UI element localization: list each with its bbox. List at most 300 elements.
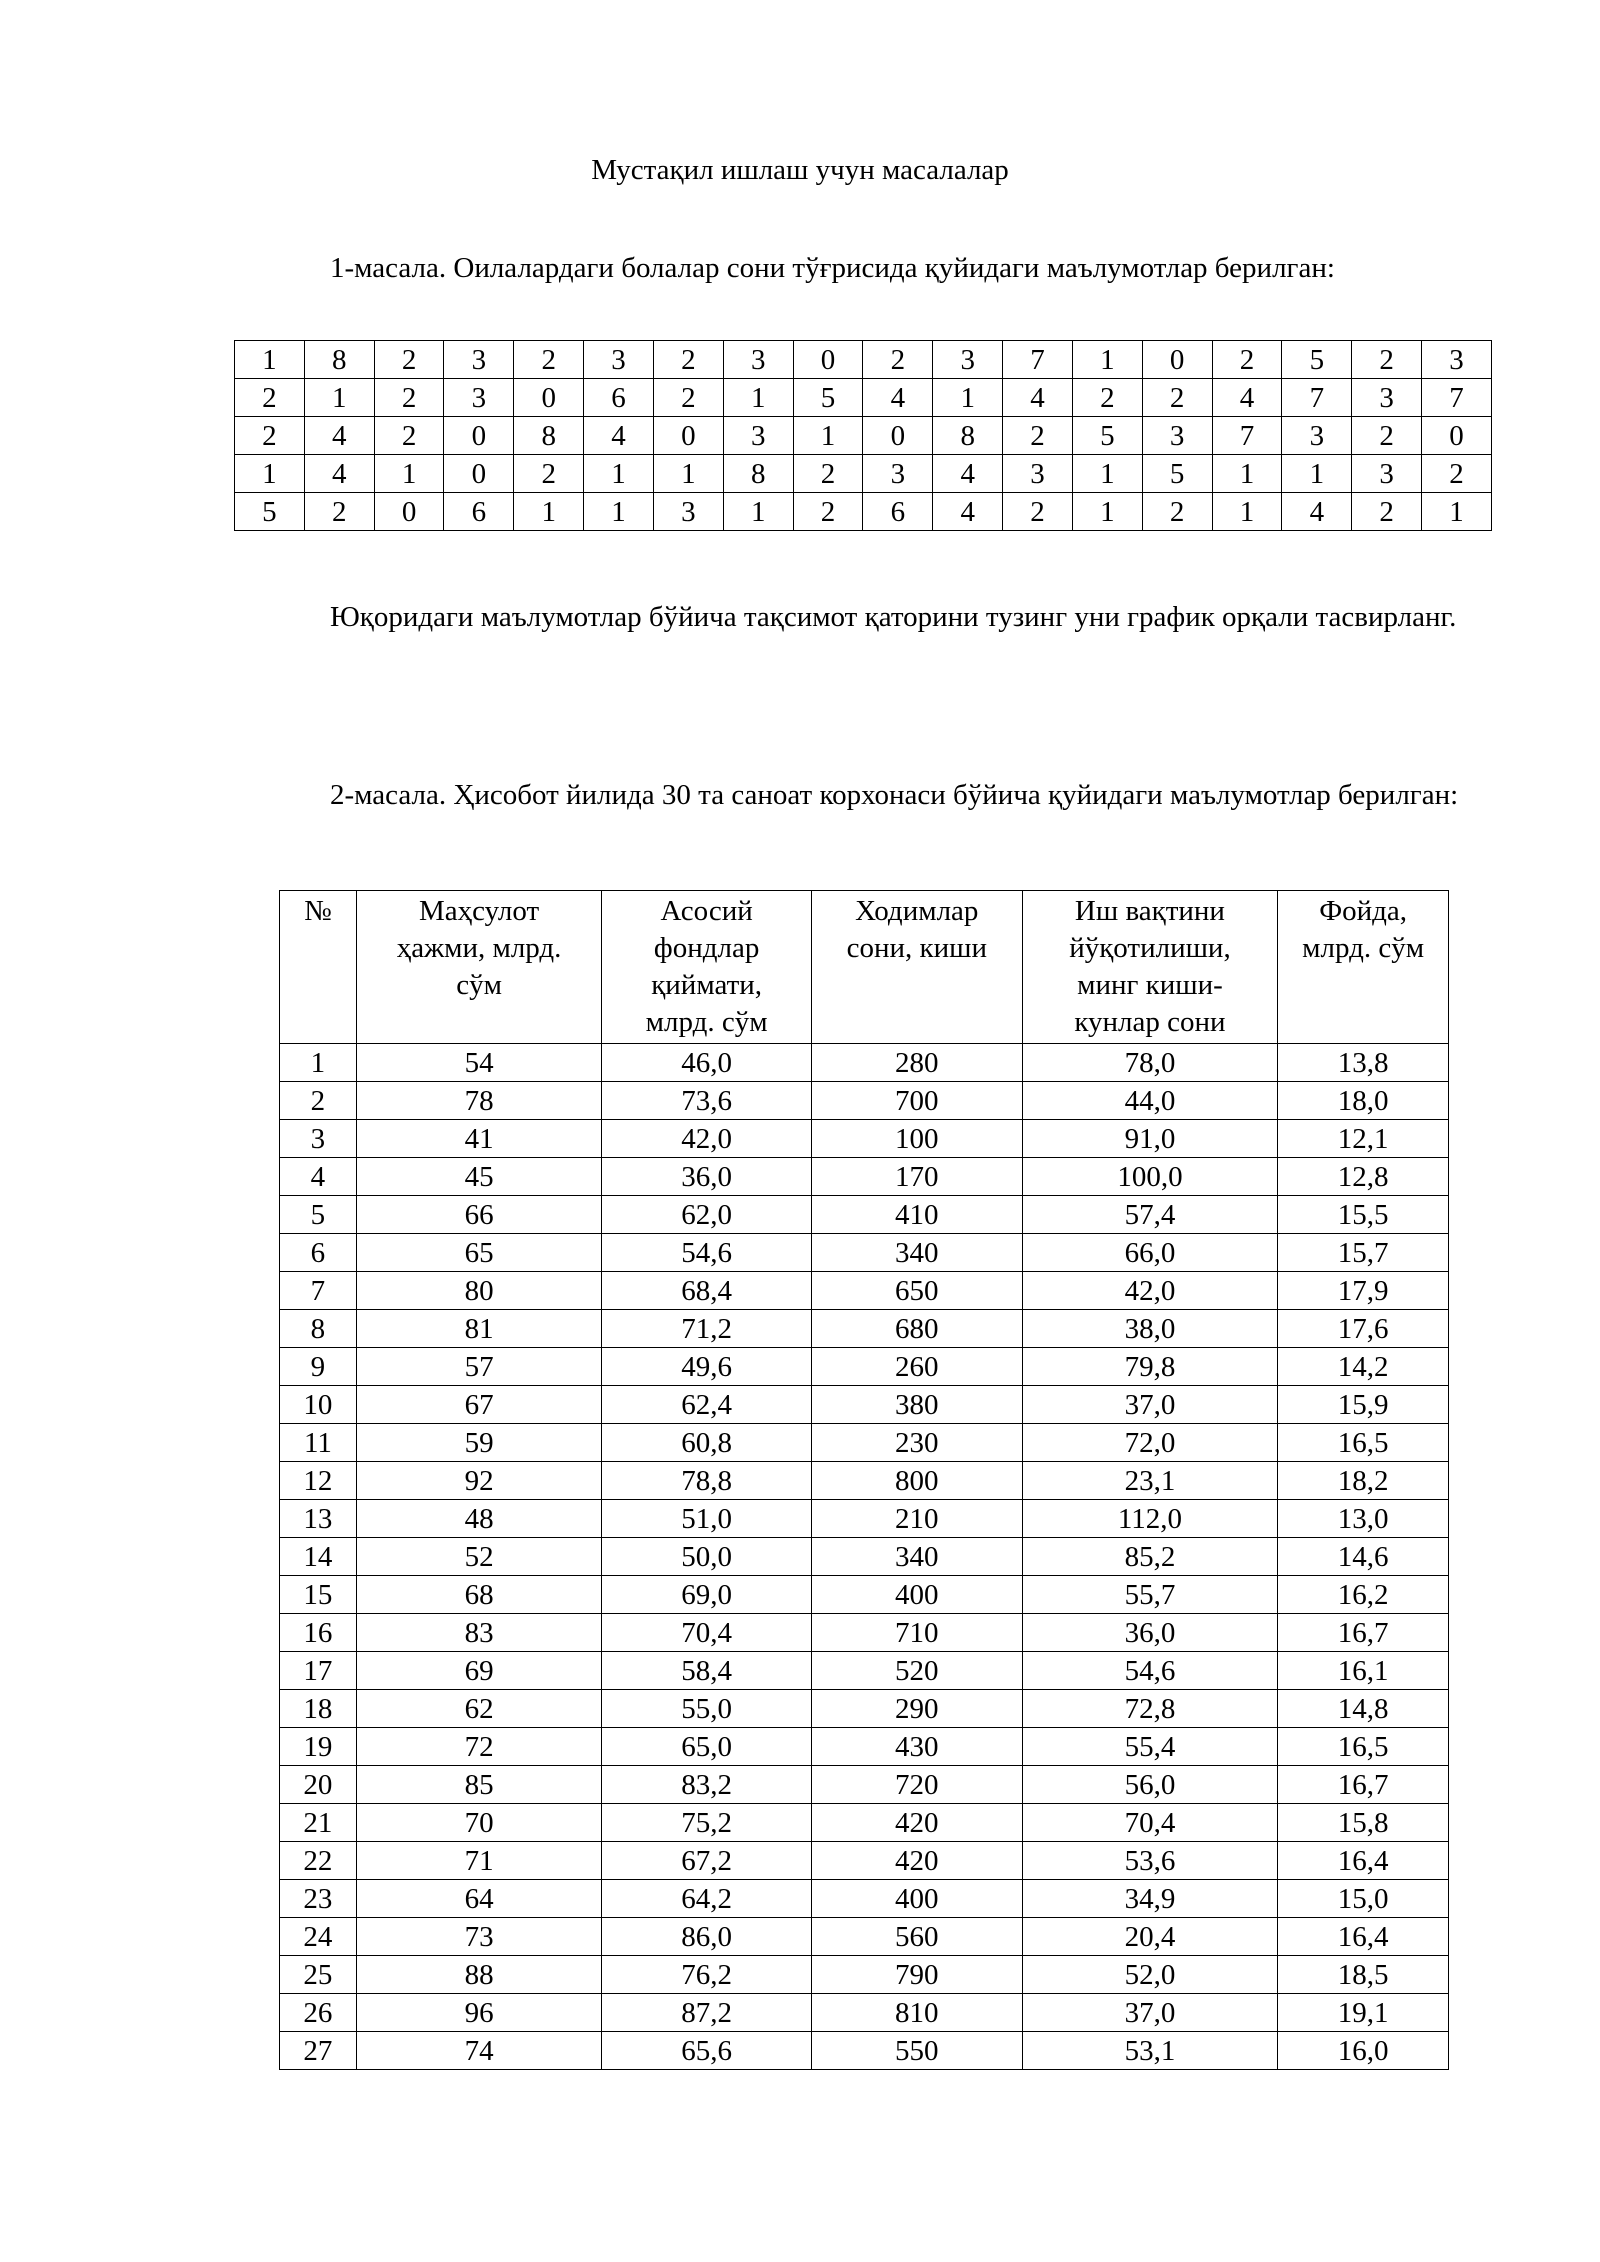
table-cell: 48 xyxy=(356,1500,602,1538)
table-cell: 62,0 xyxy=(602,1196,812,1234)
table-row xyxy=(280,1196,1449,1234)
table-cell: 4 xyxy=(280,1158,357,1196)
table-cell: 3 xyxy=(584,341,654,379)
table-cell: 38,0 xyxy=(1022,1310,1278,1348)
table-cell: 23,1 xyxy=(1022,1462,1278,1500)
table-cell: 23 xyxy=(280,1880,357,1918)
table-cell: 70 xyxy=(356,1804,602,1842)
table-cell: 400 xyxy=(811,1576,1022,1614)
table-cell: 78,8 xyxy=(602,1462,812,1500)
table-cell: 26 xyxy=(280,1994,357,2032)
table-cell: 280 xyxy=(811,1044,1022,1082)
table-cell: 1 xyxy=(793,417,863,455)
table-cell: 420 xyxy=(811,1842,1022,1880)
table-row xyxy=(280,1044,1449,1082)
table-cell: 112,0 xyxy=(1022,1500,1278,1538)
table-cell: 71 xyxy=(356,1842,602,1880)
table-cell: 430 xyxy=(811,1728,1022,1766)
table-cell: 16 xyxy=(280,1614,357,1652)
table-cell: 3 xyxy=(280,1120,357,1158)
table-row xyxy=(280,1804,1449,1842)
table-cell: 46,0 xyxy=(602,1044,812,1082)
table-cell: 18,5 xyxy=(1278,1956,1449,1994)
table-row xyxy=(235,341,1492,379)
table-cell: 2 xyxy=(653,341,723,379)
table-cell: 34,9 xyxy=(1022,1880,1278,1918)
table-cell: 1 xyxy=(235,455,305,493)
table-cell: 87,2 xyxy=(602,1994,812,2032)
table-cell: 64,2 xyxy=(602,1880,812,1918)
table-cell: 54,6 xyxy=(1022,1652,1278,1690)
table-row xyxy=(280,1652,1449,1690)
table-cell: 2 xyxy=(304,493,374,531)
table-cell: 2 xyxy=(1072,379,1142,417)
table-row xyxy=(235,493,1492,531)
table-cell: 70,4 xyxy=(602,1614,812,1652)
table-cell: 22 xyxy=(280,1842,357,1880)
column-header-line: қиймати, xyxy=(651,969,763,1001)
table-cell: 83 xyxy=(356,1614,602,1652)
table-row xyxy=(280,1462,1449,1500)
table-cell: 2 xyxy=(374,379,444,417)
table-cell: 15,0 xyxy=(1278,1880,1449,1918)
column-header xyxy=(356,891,602,1044)
table-cell: 2 xyxy=(1352,493,1422,531)
table-row xyxy=(280,1880,1449,1918)
table-row xyxy=(280,1120,1449,1158)
table-cell: 42,0 xyxy=(1022,1272,1278,1310)
table-cell: 52,0 xyxy=(1022,1956,1278,1994)
column-header-line: сони, киши xyxy=(846,932,987,964)
table-cell: 2 xyxy=(1212,341,1282,379)
table-row xyxy=(280,1082,1449,1120)
table-cell: 1 xyxy=(304,379,374,417)
column-header-line: млрд. сўм xyxy=(1302,932,1425,964)
table-cell: 0 xyxy=(653,417,723,455)
table-cell: 14,8 xyxy=(1278,1690,1449,1728)
table-cell: 53,6 xyxy=(1022,1842,1278,1880)
table-cell: 0 xyxy=(1142,341,1212,379)
table-cell: 230 xyxy=(811,1424,1022,1462)
table-cell: 2 xyxy=(235,417,305,455)
table-row xyxy=(280,1500,1449,1538)
table-cell: 720 xyxy=(811,1766,1022,1804)
table-cell: 520 xyxy=(811,1652,1022,1690)
table-cell: 72 xyxy=(356,1728,602,1766)
table-cell: 5 xyxy=(235,493,305,531)
table-cell: 2 xyxy=(374,417,444,455)
table-row xyxy=(280,1348,1449,1386)
column-header-line: млрд. сўм xyxy=(645,1006,768,1038)
table-cell: 59 xyxy=(356,1424,602,1462)
column-header-line: № xyxy=(304,895,332,927)
column-header xyxy=(1278,891,1449,1044)
table-cell: 1 xyxy=(1212,455,1282,493)
table-cell: 10 xyxy=(280,1386,357,1424)
table-row xyxy=(235,417,1492,455)
table-cell: 1 xyxy=(584,455,654,493)
table-cell: 2 xyxy=(514,341,584,379)
table-cell: 3 xyxy=(1422,341,1492,379)
table-cell: 53,1 xyxy=(1022,2032,1278,2070)
table-cell: 650 xyxy=(811,1272,1022,1310)
table-row xyxy=(280,1690,1449,1728)
table-cell: 3 xyxy=(1352,379,1422,417)
table-cell: 1 xyxy=(280,1044,357,1082)
table-cell: 1 xyxy=(1212,493,1282,531)
table-cell: 42,0 xyxy=(602,1120,812,1158)
table-cell: 2 xyxy=(1003,417,1073,455)
table-cell: 16,7 xyxy=(1278,1614,1449,1652)
table-row xyxy=(280,1310,1449,1348)
table-cell: 86,0 xyxy=(602,1918,812,1956)
table-cell: 340 xyxy=(811,1234,1022,1272)
table-cell: 6 xyxy=(863,493,933,531)
table-cell: 41 xyxy=(356,1120,602,1158)
table-cell: 3 xyxy=(1352,455,1422,493)
table-cell: 85 xyxy=(356,1766,602,1804)
table-cell: 11 xyxy=(280,1424,357,1462)
task-1-question: Юқоридаги маълумотлар бўйича тақсимот қаторини тузинг уни график орқали тасвирланг. xyxy=(330,601,1457,633)
table-cell: 88 xyxy=(356,1956,602,1994)
enterprises-table xyxy=(279,890,1449,2070)
table-cell: 2 xyxy=(863,341,933,379)
table-cell: 4 xyxy=(1212,379,1282,417)
table-row xyxy=(280,1918,1449,1956)
table-cell: 2 xyxy=(1003,493,1073,531)
table-cell: 8 xyxy=(933,417,1003,455)
table-cell: 3 xyxy=(723,341,793,379)
table-cell: 5 xyxy=(1282,341,1352,379)
table-cell: 420 xyxy=(811,1804,1022,1842)
table-cell: 6 xyxy=(444,493,514,531)
table-cell: 36,0 xyxy=(1022,1614,1278,1652)
table-header-row xyxy=(280,891,1449,1044)
table-cell: 20,4 xyxy=(1022,1918,1278,1956)
table-cell: 2 xyxy=(1352,341,1422,379)
table-cell: 7 xyxy=(1003,341,1073,379)
table-cell: 2 xyxy=(374,341,444,379)
table-cell: 2 xyxy=(793,455,863,493)
table-cell: 21 xyxy=(280,1804,357,1842)
table-cell: 16,5 xyxy=(1278,1424,1449,1462)
column-header-line: сўм xyxy=(456,969,502,1001)
table-cell: 1 xyxy=(1282,455,1352,493)
table-cell: 16,4 xyxy=(1278,1842,1449,1880)
table-cell: 72,0 xyxy=(1022,1424,1278,1462)
table-cell: 15,7 xyxy=(1278,1234,1449,1272)
table-cell: 0 xyxy=(1422,417,1492,455)
table-cell: 7 xyxy=(1282,379,1352,417)
table-cell: 0 xyxy=(374,493,444,531)
table-cell: 12,1 xyxy=(1278,1120,1449,1158)
column-header xyxy=(280,891,357,1044)
table-cell: 36,0 xyxy=(602,1158,812,1196)
table-cell: 410 xyxy=(811,1196,1022,1234)
table-cell: 16,5 xyxy=(1278,1728,1449,1766)
table-cell: 14,6 xyxy=(1278,1538,1449,1576)
table-cell: 4 xyxy=(863,379,933,417)
table-cell: 4 xyxy=(1282,493,1352,531)
table-cell: 810 xyxy=(811,1994,1022,2032)
table-cell: 2 xyxy=(1142,493,1212,531)
table-cell: 17,9 xyxy=(1278,1272,1449,1310)
table-cell: 44,0 xyxy=(1022,1082,1278,1120)
table-cell: 80 xyxy=(356,1272,602,1310)
table-cell: 19,1 xyxy=(1278,1994,1449,2032)
table-cell: 55,0 xyxy=(602,1690,812,1728)
column-header-line: фондлар xyxy=(653,932,760,964)
table-cell: 100 xyxy=(811,1120,1022,1158)
table-cell: 49,6 xyxy=(602,1348,812,1386)
table-cell: 340 xyxy=(811,1538,1022,1576)
table-cell: 4 xyxy=(933,455,1003,493)
table-cell: 17 xyxy=(280,1652,357,1690)
table-cell: 6 xyxy=(280,1234,357,1272)
table-cell: 5 xyxy=(793,379,863,417)
table-cell: 67,2 xyxy=(602,1842,812,1880)
table-row xyxy=(280,1994,1449,2032)
column-header-line: Фойда, xyxy=(1319,895,1408,927)
table-row xyxy=(280,1386,1449,1424)
table-cell: 1 xyxy=(1422,493,1492,531)
table-cell: 56,0 xyxy=(1022,1766,1278,1804)
table-cell: 79,8 xyxy=(1022,1348,1278,1386)
table-cell: 16,1 xyxy=(1278,1652,1449,1690)
task-2-statement: 2-масала. Ҳисобот йилида 30 та саноат корхонаси бўйича қуйидаги маълумотлар берилган: xyxy=(330,779,1459,811)
table-cell: 57,4 xyxy=(1022,1196,1278,1234)
column-header-line: кунлар сони xyxy=(1074,1006,1226,1038)
table-cell: 1 xyxy=(933,379,1003,417)
table-cell: 54 xyxy=(356,1044,602,1082)
table-cell: 1 xyxy=(374,455,444,493)
page-title: Мустақил ишлаш учун масалалар xyxy=(591,154,1009,186)
table-cell: 37,0 xyxy=(1022,1386,1278,1424)
table-row xyxy=(280,1614,1449,1652)
table-cell: 1 xyxy=(653,455,723,493)
table-cell: 57 xyxy=(356,1348,602,1386)
table-row xyxy=(280,2032,1449,2070)
table-cell: 170 xyxy=(811,1158,1022,1196)
table-cell: 400 xyxy=(811,1880,1022,1918)
table-cell: 66 xyxy=(356,1196,602,1234)
table-cell: 13,0 xyxy=(1278,1500,1449,1538)
table-cell: 14 xyxy=(280,1538,357,1576)
table-cell: 14,2 xyxy=(1278,1348,1449,1386)
table-cell: 1 xyxy=(514,493,584,531)
column-header-line: йўқотилиши, xyxy=(1069,932,1231,964)
column-header-line: Ходимлар xyxy=(855,895,979,927)
table-cell: 800 xyxy=(811,1462,1022,1500)
table-cell: 69 xyxy=(356,1652,602,1690)
table-cell: 19 xyxy=(280,1728,357,1766)
table-cell: 290 xyxy=(811,1690,1022,1728)
table-row xyxy=(235,455,1492,493)
table-cell: 13,8 xyxy=(1278,1044,1449,1082)
table-cell: 62,4 xyxy=(602,1386,812,1424)
table-cell: 12 xyxy=(280,1462,357,1500)
table-cell: 7 xyxy=(1212,417,1282,455)
table-cell: 67 xyxy=(356,1386,602,1424)
table-cell: 65 xyxy=(356,1234,602,1272)
table-cell: 3 xyxy=(444,341,514,379)
table-cell: 73 xyxy=(356,1918,602,1956)
table-cell: 790 xyxy=(811,1956,1022,1994)
table-row xyxy=(280,1766,1449,1804)
table-row xyxy=(280,1272,1449,1310)
table-cell: 18 xyxy=(280,1690,357,1728)
table-cell: 55,4 xyxy=(1022,1728,1278,1766)
table-cell: 91,0 xyxy=(1022,1120,1278,1158)
table-cell: 3 xyxy=(444,379,514,417)
table-row xyxy=(280,1424,1449,1462)
table-cell: 2 xyxy=(793,493,863,531)
table-cell: 3 xyxy=(1282,417,1352,455)
table-cell: 15 xyxy=(280,1576,357,1614)
table-cell: 5 xyxy=(280,1196,357,1234)
table-cell: 7 xyxy=(280,1272,357,1310)
column-header-line: минг киши- xyxy=(1077,969,1223,1001)
table-cell: 5 xyxy=(1142,455,1212,493)
table-cell: 100,0 xyxy=(1022,1158,1278,1196)
table-cell: 76,2 xyxy=(602,1956,812,1994)
table-cell: 62 xyxy=(356,1690,602,1728)
table-row xyxy=(280,1158,1449,1196)
table-cell: 78 xyxy=(356,1082,602,1120)
table-cell: 4 xyxy=(1003,379,1073,417)
table-row xyxy=(280,1728,1449,1766)
table-row xyxy=(280,1842,1449,1880)
table-row xyxy=(235,379,1492,417)
column-header xyxy=(1022,891,1278,1044)
table-cell: 4 xyxy=(304,417,374,455)
table-cell: 58,4 xyxy=(602,1652,812,1690)
table-row xyxy=(280,1538,1449,1576)
table-cell: 27 xyxy=(280,2032,357,2070)
children-count-table xyxy=(234,340,1492,531)
table-cell: 9 xyxy=(280,1348,357,1386)
table-cell: 2 xyxy=(653,379,723,417)
table-cell: 8 xyxy=(514,417,584,455)
table-cell: 0 xyxy=(863,417,933,455)
table-cell: 2 xyxy=(1422,455,1492,493)
table-cell: 15,9 xyxy=(1278,1386,1449,1424)
table-cell: 1 xyxy=(1072,455,1142,493)
table-cell: 210 xyxy=(811,1500,1022,1538)
table-cell: 16,2 xyxy=(1278,1576,1449,1614)
table-cell: 83,2 xyxy=(602,1766,812,1804)
table-cell: 64 xyxy=(356,1880,602,1918)
table-cell: 710 xyxy=(811,1614,1022,1652)
table-cell: 75,2 xyxy=(602,1804,812,1842)
table-cell: 0 xyxy=(444,417,514,455)
table-cell: 560 xyxy=(811,1918,1022,1956)
table-cell: 8 xyxy=(280,1310,357,1348)
table-cell: 16,7 xyxy=(1278,1766,1449,1804)
table-cell: 380 xyxy=(811,1386,1022,1424)
table-cell: 51,0 xyxy=(602,1500,812,1538)
table-cell: 0 xyxy=(444,455,514,493)
table-cell: 700 xyxy=(811,1082,1022,1120)
table-cell: 45 xyxy=(356,1158,602,1196)
column-header-line: ҳажми, млрд. xyxy=(396,932,562,964)
table-cell: 7 xyxy=(1422,379,1492,417)
table-cell: 70,4 xyxy=(1022,1804,1278,1842)
table-cell: 17,6 xyxy=(1278,1310,1449,1348)
table-cell: 55,7 xyxy=(1022,1576,1278,1614)
table-cell: 25 xyxy=(280,1956,357,1994)
table-cell: 1 xyxy=(1072,493,1142,531)
table-cell: 3 xyxy=(653,493,723,531)
table-cell: 8 xyxy=(304,341,374,379)
table-cell: 68,4 xyxy=(602,1272,812,1310)
table-cell: 550 xyxy=(811,2032,1022,2070)
table-cell: 1 xyxy=(1072,341,1142,379)
table-cell: 16,4 xyxy=(1278,1918,1449,1956)
column-header-line: Асосий xyxy=(660,895,753,927)
table-cell: 74 xyxy=(356,2032,602,2070)
table-cell: 16,0 xyxy=(1278,2032,1449,2070)
table-cell: 5 xyxy=(1072,417,1142,455)
table-cell: 2 xyxy=(280,1082,357,1120)
table-row xyxy=(280,1234,1449,1272)
table-cell: 85,2 xyxy=(1022,1538,1278,1576)
table-cell: 50,0 xyxy=(602,1538,812,1576)
table-cell: 65,0 xyxy=(602,1728,812,1766)
table-cell: 4 xyxy=(304,455,374,493)
table-cell: 12,8 xyxy=(1278,1158,1449,1196)
table-cell: 20 xyxy=(280,1766,357,1804)
table-cell: 2 xyxy=(1352,417,1422,455)
table-cell: 81 xyxy=(356,1310,602,1348)
table-cell: 18,0 xyxy=(1278,1082,1449,1120)
table-cell: 6 xyxy=(584,379,654,417)
table-cell: 37,0 xyxy=(1022,1994,1278,2032)
table-cell: 2 xyxy=(235,379,305,417)
table-cell: 0 xyxy=(514,379,584,417)
table-cell: 15,8 xyxy=(1278,1804,1449,1842)
table-cell: 24 xyxy=(280,1918,357,1956)
column-header-line: Иш вақтини xyxy=(1074,895,1225,927)
table-cell: 8 xyxy=(723,455,793,493)
table-cell: 68 xyxy=(356,1576,602,1614)
table-row xyxy=(280,1576,1449,1614)
column-header xyxy=(602,891,812,1044)
table-row xyxy=(280,1956,1449,1994)
table-cell: 1 xyxy=(235,341,305,379)
table-cell: 15,5 xyxy=(1278,1196,1449,1234)
table-cell: 69,0 xyxy=(602,1576,812,1614)
table-cell: 65,6 xyxy=(602,2032,812,2070)
table-cell: 73,6 xyxy=(602,1082,812,1120)
table-cell: 18,2 xyxy=(1278,1462,1449,1500)
table-cell: 78,0 xyxy=(1022,1044,1278,1082)
table-cell: 71,2 xyxy=(602,1310,812,1348)
table-cell: 54,6 xyxy=(602,1234,812,1272)
table-cell: 3 xyxy=(723,417,793,455)
task-1-statement: 1-масала. Оилалардаги болалар сони тўғрисида қуйидаги маълумотлар берилган: xyxy=(330,252,1335,284)
column-header-line: Маҳсулот xyxy=(419,895,540,927)
table-cell: 3 xyxy=(933,341,1003,379)
table-cell: 13 xyxy=(280,1500,357,1538)
table-cell: 0 xyxy=(793,341,863,379)
table-cell: 1 xyxy=(723,379,793,417)
column-header xyxy=(811,891,1022,1044)
table-cell: 2 xyxy=(1142,379,1212,417)
table-cell: 3 xyxy=(863,455,933,493)
table-cell: 1 xyxy=(584,493,654,531)
table-cell: 3 xyxy=(1142,417,1212,455)
